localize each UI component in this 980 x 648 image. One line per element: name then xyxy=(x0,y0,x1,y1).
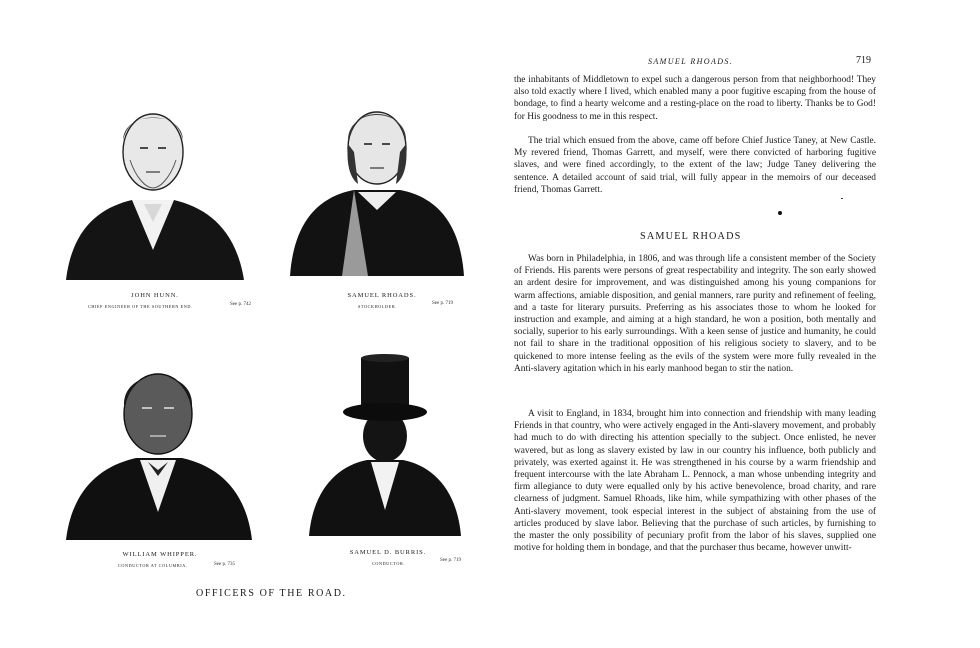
portrait-william-whipper xyxy=(60,362,256,540)
portrait-john-hunn xyxy=(58,100,248,280)
caption-reference: See p. 719 xyxy=(440,558,461,563)
caption-role: CHIEF ENGINEER OF THE SOUTHERN END. xyxy=(88,304,193,309)
paragraph-england: A visit to England, in 1834, brought him into connection and friendship with many leading Friends in that country, who were actively engaged in the Anti-slavery movement, and probably had much to do with directing his attention specially to the subject. Once enlisted, he never wavered, but as long as slavery existed by law in our country his influence, both publicly and privately, was exerted against it. He was strengthened in his course by a warm friendship and frequent intercourse with the late Abraham L. Pennock, a man whose unbending integrity and firm allegiance to duty were equalled only by his active benevolence, broad charity, and rare clearness of judgment. Samuel Rhoads, like him, while sympathizing with other phases of the Anti-slavery movement, took especial interest in the subject of abstaining from the use of articles produced by slave labor. Believing that the purchase of such articles, by furnishing to the master the only possibility of pecuniary profit from the labor of his slaves, supplied one motive for holding them in bondage, and that the purchaser thus became, however unwitt- xyxy=(514,409,876,554)
section-heading: SAMUEL RHOADS xyxy=(640,231,742,242)
running-head: SAMUEL RHOADS. xyxy=(648,57,734,66)
caption-reference: See p. 719 xyxy=(432,301,453,306)
caption-name: SAMUEL RHOADS. xyxy=(347,292,417,299)
section-divider-dot xyxy=(778,211,782,215)
portrait-samuel-d-burris xyxy=(305,350,465,536)
paragraph-born: Was born in Philadelphia, in 1806, and was through life a consistent member of the Society of Friends. His parents were persons of great respectability and integrity. The son early showed an ardent desire for improvement, and was distinguished among his young companions for warm affections, amiable disposition, and genial manners, rare purity and refinement of feeling, and a taste for literary pursuits. Preferring as his associates those to whom he looked for instruction and example, and aiming at a high standard, he won a position, both mentally and socially, superior to his early surroundings. With a keen sense of justice and humanity, he could not fail to share in the traditional opposition of his religious society to slavery, and to be quickened to more intense feeling as the evils of the system were more fully revealed in the Anti-slavery agitation which in his early manhood began to stir the nation. xyxy=(514,254,876,374)
paragraph-trial: The trial which ensued from the above, came off before Chief Justice Taney, at New Castle. My revered friend, Thomas Garrett, and myself, were there convicted of harboring fugitive slaves, and were fined accordingly, to the extent of the law; Judge Taney delivering the sentence. A detailed account of said trial, will fully appear in the memoirs of our deceased friend, Thomas Garrett. xyxy=(514,136,876,195)
right-page-text xyxy=(500,0,980,648)
portrait-samuel-rhoads xyxy=(288,98,466,276)
engraving-samuel-rhoads xyxy=(288,98,466,276)
caption-role: STOCKHOLDER. xyxy=(358,304,397,309)
caption-name: JOHN HUNN. xyxy=(131,292,179,299)
caption-role: CONDUCTOR AT COLUMBIA. xyxy=(118,563,188,568)
engraving-william-whipper xyxy=(60,362,256,540)
engraving-john-hunn xyxy=(58,100,248,280)
page-number: 719 xyxy=(856,55,871,66)
caption-reference: See p. 735 xyxy=(214,562,235,567)
engraving-samuel-d-burris xyxy=(305,350,465,536)
caption-reference: See p. 742 xyxy=(230,302,251,307)
stray-mark xyxy=(841,198,843,199)
caption-name: WILLIAM WHIPPER. xyxy=(122,551,198,558)
plate-title: OFFICERS OF THE ROAD. xyxy=(196,588,347,599)
caption-role: CONDUCTOR. xyxy=(372,561,406,566)
caption-name: SAMUEL D. BURRIS. xyxy=(349,549,427,556)
paragraph-intro: the inhabitants of Middletown to expel such a dangerous person from that neighborhood! They also told exactly where I lived, which enabled many a poor fugitive escaping from the house of bondage, to find a hearty welcome and a resting-place on the road to liberty. Thanks be to God! for His goodness to me in this respect. xyxy=(514,75,876,122)
